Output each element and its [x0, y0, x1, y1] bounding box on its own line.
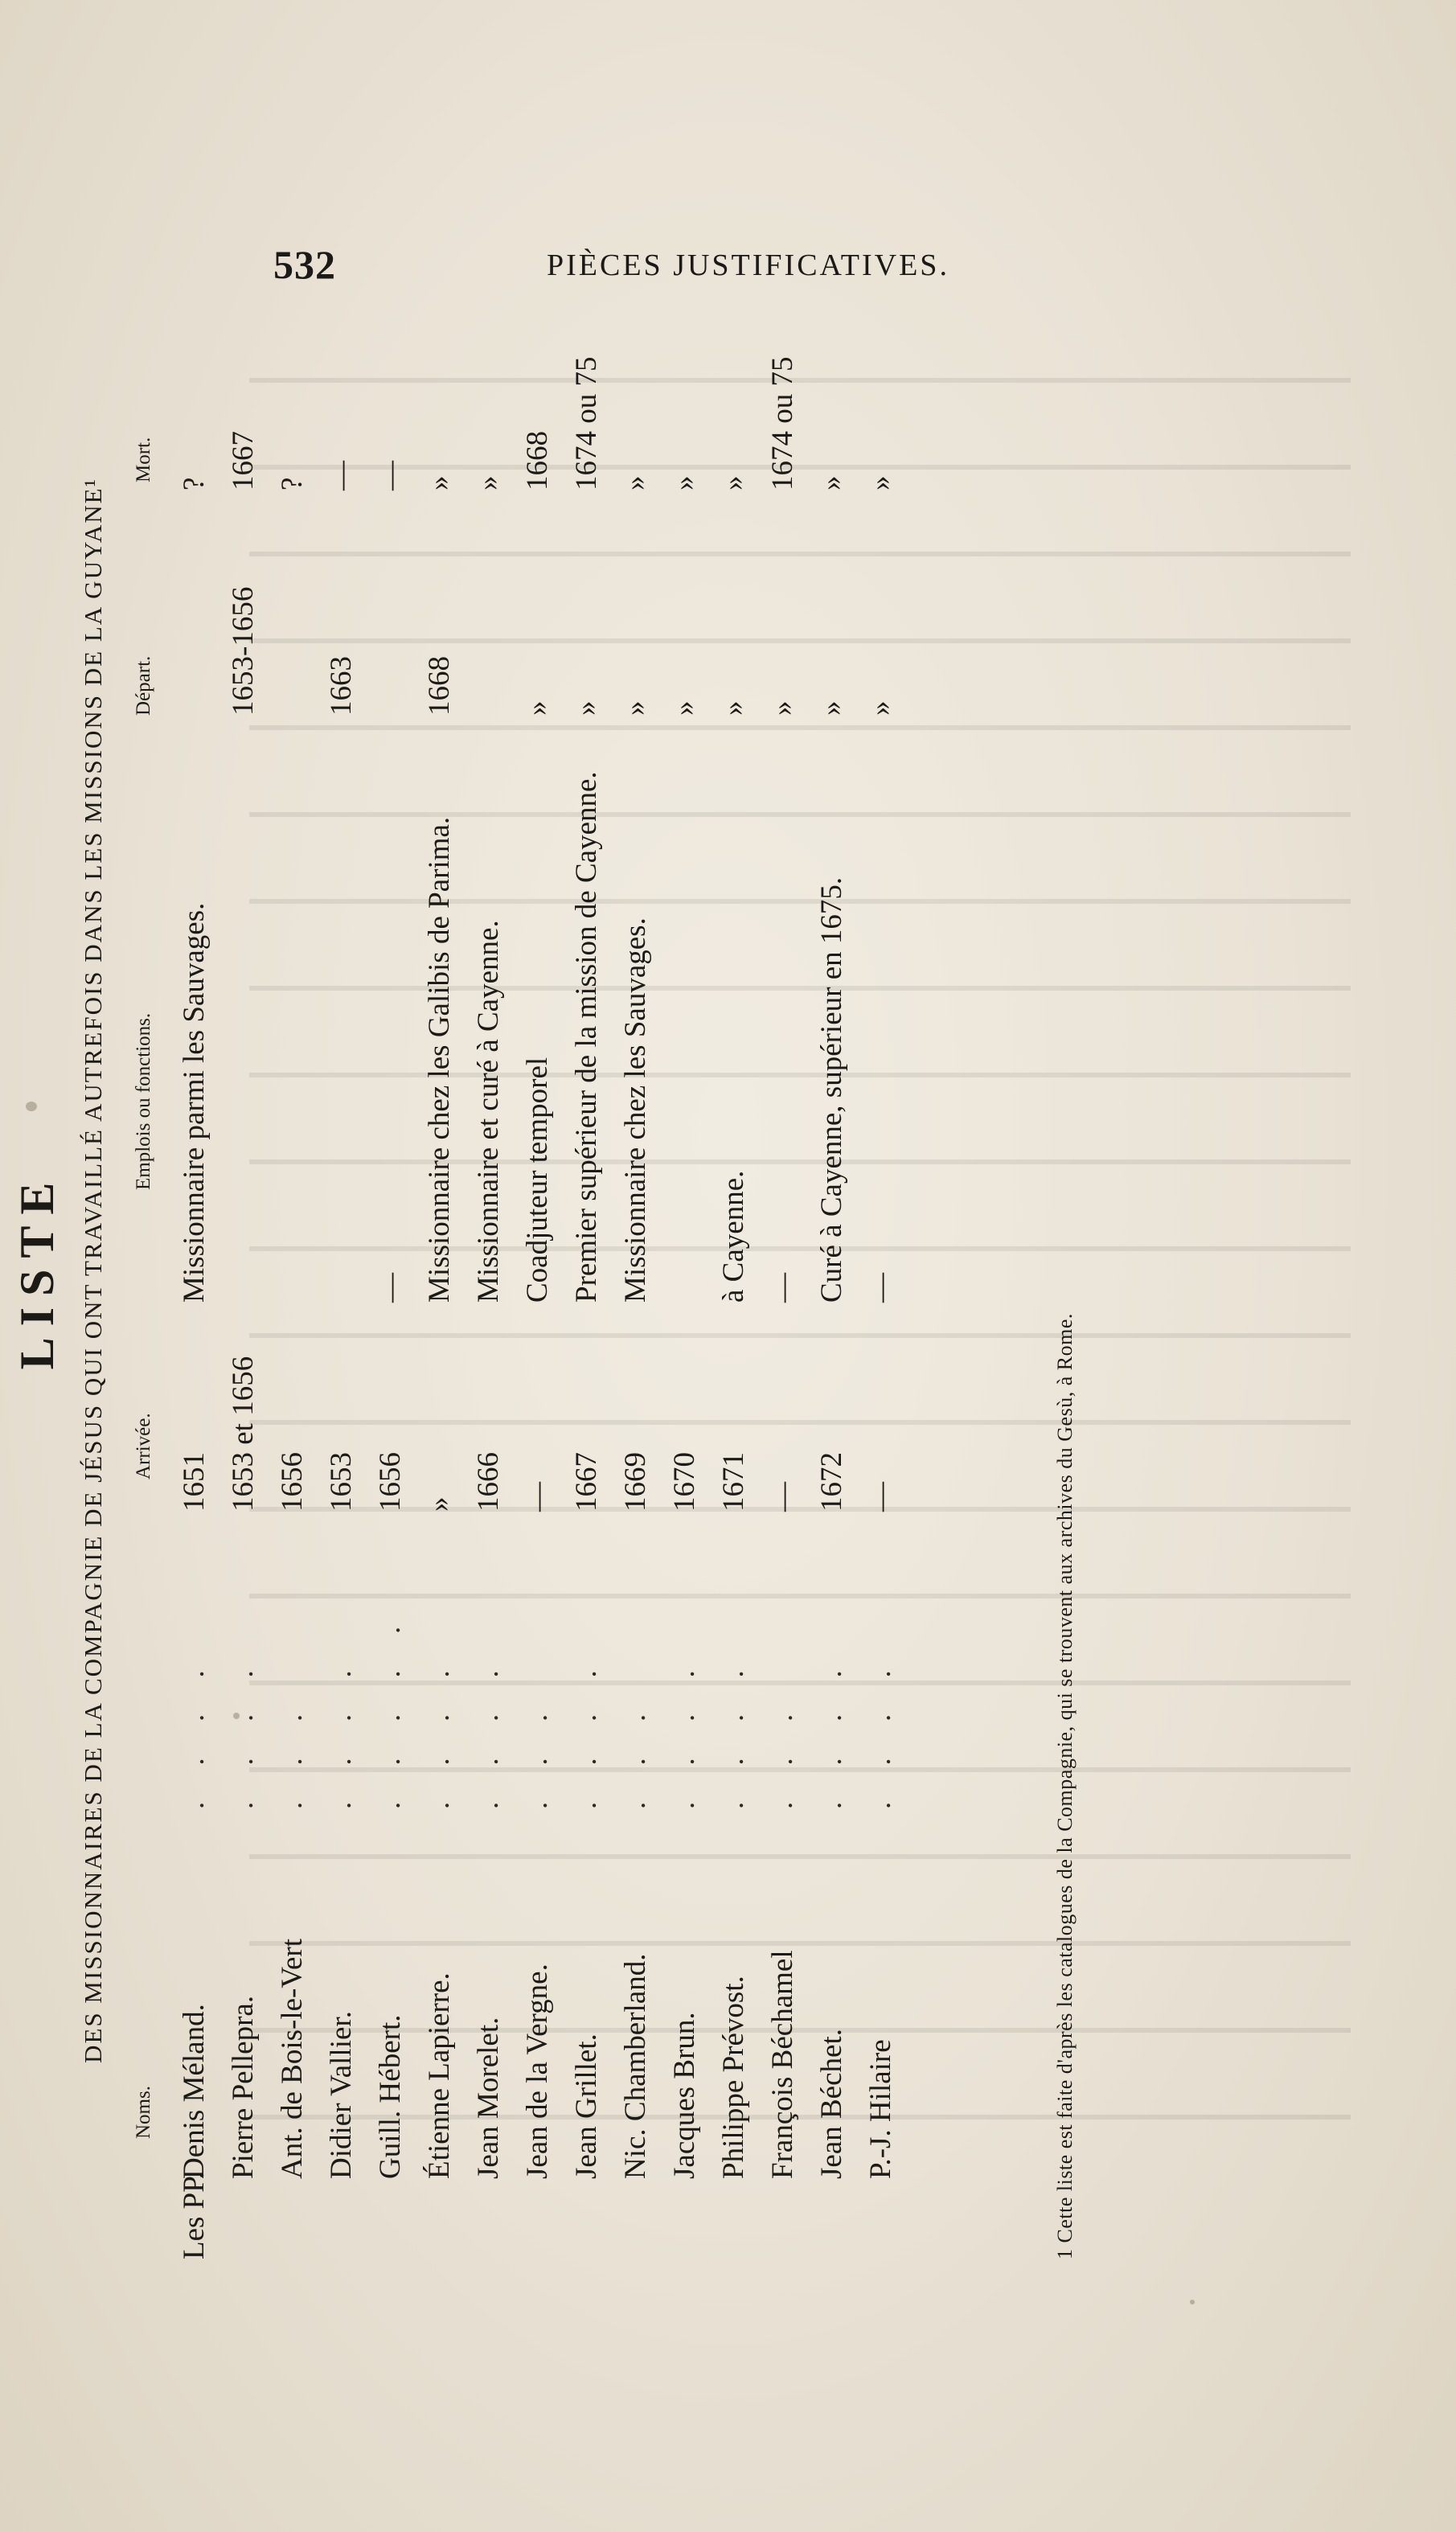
- death-year: ?: [276, 477, 309, 490]
- column-header-departure: Départ.: [133, 655, 154, 716]
- arrival-year: 1653: [325, 1452, 358, 1512]
- missionary-name: François Béchamel: [766, 1950, 799, 2179]
- leader-dots: . . . .: [178, 1656, 211, 1809]
- missionary-name: Didier Vallier.: [325, 2011, 358, 2179]
- document-number: [0, 281, 2, 2259]
- missionary-name: Philippe Prévost.: [717, 1976, 750, 2179]
- death-year: 1668: [521, 431, 554, 490]
- arrival-year: 1672: [815, 1452, 848, 1512]
- missionary-name: Nic. Chamberland.: [619, 1953, 652, 2179]
- arrival-year: 1669: [619, 1452, 652, 1512]
- employment-cell: Premier supérieur de la mission de Cayenne.: [570, 771, 603, 1303]
- missionary-name: Jean Morelet.: [472, 2017, 505, 2179]
- leader-dots: . . .: [521, 1699, 554, 1809]
- missionary-name: Jean de la Vergne.: [521, 1964, 554, 2179]
- footnote: 1 Cette liste est faite d'après les catalogues de la Compagnie, qui se trouvent aux archives du Gesù, à Rome.: [1053, 1313, 1077, 2259]
- leader-dots: . . . .: [717, 1656, 750, 1809]
- departure-year: »: [717, 700, 750, 716]
- death-year: —: [374, 461, 407, 490]
- leader-dots: . . . .: [668, 1656, 701, 1809]
- table-row: [759, 281, 808, 2259]
- leader-dots: . . . .: [227, 1656, 260, 1809]
- employment-cell: —: [766, 1273, 799, 1303]
- list-title: LISTE: [10, 1171, 64, 1370]
- leader-dots: . . . .: [864, 1656, 897, 1809]
- table-row: [563, 281, 612, 2259]
- page-number: 532: [273, 242, 336, 287]
- arrival-year: 1666: [472, 1452, 505, 1512]
- death-year: —: [325, 461, 358, 490]
- leader-dots: . . . . .: [374, 1611, 407, 1809]
- leader-dots: . . . .: [423, 1656, 456, 1809]
- table-row: [416, 281, 465, 2259]
- arrival-year: 1656: [276, 1452, 309, 1512]
- death-year: »: [668, 475, 701, 490]
- death-year: 1674 ou 75: [570, 356, 603, 490]
- table-row: [612, 281, 661, 2259]
- missionary-name: Jean Béchet.: [815, 2029, 848, 2179]
- death-year: »: [619, 475, 652, 490]
- departure-year: »: [570, 700, 603, 716]
- death-year: »: [815, 475, 848, 490]
- death-year: »: [717, 475, 750, 490]
- missionary-name: Étienne Lapierre.: [423, 1972, 456, 2179]
- leader-dots: . . .: [619, 1699, 652, 1809]
- departure-year: »: [766, 700, 799, 716]
- employment-cell: —: [374, 1273, 407, 1303]
- row-title-cell: Les PP.: [178, 2172, 211, 2259]
- departure-year: »: [668, 700, 701, 716]
- departure-year: »: [619, 700, 652, 716]
- departure-year: 1663: [325, 656, 358, 716]
- table-row: [318, 281, 367, 2259]
- column-header-employment: Emplois ou fonctions.: [133, 1012, 154, 1190]
- employment-cell: Missionnaire et curé à Cayenne.: [472, 920, 505, 1303]
- arrival-year: 1670: [668, 1452, 701, 1512]
- rotated-list: [0, 281, 1190, 2259]
- missionary-name: Jean Grillet.: [570, 2033, 603, 2179]
- departure-year: »: [815, 700, 848, 716]
- table-row: [367, 281, 416, 2259]
- employment-cell: Curé à Cayenne, supérieur en 1675.: [815, 876, 848, 1303]
- list-subtitle: DES MISSIONNAIRES DE LA COMPAGNIE DE JÉSUS QUI ONT TRAVAILLÉ AUTREFOIS DANS LES MISSIONS DE LA GUYANE¹: [79, 478, 107, 2063]
- leader-dots: . . . .: [472, 1656, 505, 1809]
- table-row: [465, 281, 514, 2259]
- departure-year: »: [521, 700, 554, 716]
- missionary-table: [170, 281, 906, 2259]
- arrival-year: —: [766, 1482, 799, 1512]
- missionary-name: Pierre Pellepra.: [227, 1995, 260, 2179]
- table-row: [219, 281, 269, 2259]
- column-header-names: Noms.: [133, 2086, 154, 2139]
- departure-year: 1653-1656: [227, 586, 260, 716]
- table-row: [710, 281, 759, 2259]
- employment-cell: Missionnaire chez les Galibis de Parima.: [423, 816, 456, 1303]
- leader-dots: . . . .: [570, 1656, 603, 1809]
- death-year: ?: [178, 477, 211, 490]
- death-year: »: [423, 475, 456, 490]
- paper-speck: [1190, 2300, 1195, 2304]
- employment-cell: Missionnaire chez les Sauvages.: [619, 917, 652, 1303]
- table-row: [514, 281, 563, 2259]
- arrival-year: —: [521, 1482, 554, 1512]
- missionary-name: Denis Méland.: [178, 2004, 211, 2179]
- arrival-year: 1656: [374, 1452, 407, 1512]
- death-year: 1667: [227, 431, 260, 490]
- arrival-year: —: [864, 1482, 897, 1512]
- arrival-year: 1667: [570, 1452, 603, 1512]
- employment-cell: —: [864, 1273, 897, 1303]
- leader-dots: . . . .: [325, 1656, 358, 1809]
- missionary-name: Ant. de Bois-le-Vert: [276, 1938, 309, 2179]
- death-year: 1674 ou 75: [766, 356, 799, 490]
- death-year: »: [472, 475, 505, 490]
- missionary-name: Jacques Brun.: [668, 2012, 701, 2179]
- leader-dots: . . .: [766, 1699, 799, 1809]
- table-row: [661, 281, 710, 2259]
- departure-year: 1668: [423, 656, 456, 716]
- column-header-arrival: Arrivée.: [133, 1413, 154, 1479]
- missionary-name: P.-J. Hilaire: [864, 2039, 897, 2179]
- table-row: [857, 281, 906, 2259]
- missionary-name: Guill. Hébert.: [374, 2014, 407, 2179]
- death-year: »: [864, 475, 897, 490]
- employment-cell: Missionnaire parmi les Sauvages.: [178, 902, 211, 1303]
- arrival-year: 1671: [717, 1452, 750, 1512]
- leader-dots: . . .: [276, 1699, 309, 1809]
- column-header-death: Mort.: [133, 437, 154, 482]
- arrival-year: 1651: [178, 1452, 211, 1512]
- departure-year: »: [864, 700, 897, 716]
- table-row: [269, 281, 318, 2259]
- table-row: [170, 281, 219, 2259]
- employment-cell: à Cayenne.: [717, 1170, 750, 1303]
- arrival-year: 1653 et 1656: [227, 1356, 260, 1512]
- table-row: [808, 281, 857, 2259]
- arrival-year: »: [423, 1496, 456, 1512]
- leader-dots: . . . .: [815, 1656, 848, 1809]
- running-head: PIÈCES JUSTIFICATIVES.: [547, 248, 949, 282]
- employment-cell: Coadjuteur temporel: [521, 1057, 554, 1303]
